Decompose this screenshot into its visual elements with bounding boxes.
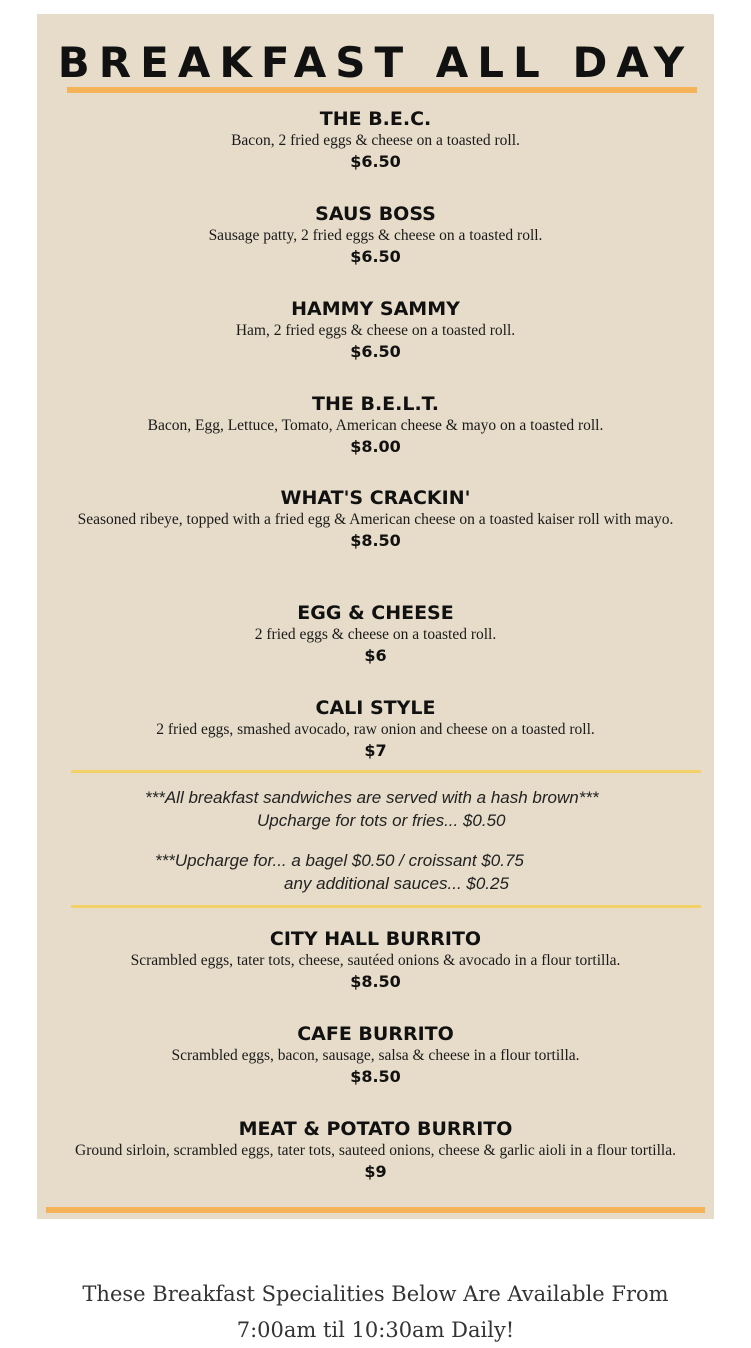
note-additional-sauces: any additional sauces... $0.25: [284, 874, 509, 893]
item-name: CALI STYLE: [315, 697, 436, 719]
item-description: Seasoned ribeye, topped with a fried egg & American cheese on a toasted kaiser roll with mayo.: [77, 511, 674, 528]
item-description: 2 fried eggs & cheese on a toasted roll.: [254, 626, 497, 643]
notes-block: [37, 786, 714, 895]
item-name: CITY HALL BURRITO: [269, 928, 482, 950]
item-name: CAFE BURRITO: [297, 1023, 454, 1045]
item-description: Bacon, Egg, Lettuce, Tomato, American cheese & mayo on a toasted roll.: [147, 417, 604, 434]
item-price: $6.50: [350, 152, 401, 171]
menu-item-cali-style: [49, 696, 702, 762]
item-price: $6.50: [350, 342, 401, 361]
item-description: Ham, 2 fried eggs & cheese on a toasted roll.: [235, 322, 516, 339]
item-name: EGG & CHEESE: [297, 602, 454, 624]
menu-item-belt: [49, 392, 702, 458]
menu-item-city-hall-burrito: [49, 927, 702, 993]
note-bagel-croissant: ***Upcharge for... a bagel $0.50 / croissant $0.75: [155, 851, 524, 870]
menu-item-saus-boss: [49, 202, 702, 268]
item-name: SAUS BOSS: [315, 203, 436, 225]
menu-item-cafe-burrito: [49, 1022, 702, 1088]
item-price: $8.50: [350, 972, 401, 991]
notes-divider-bottom: [71, 905, 701, 908]
menu-card: [37, 14, 714, 1219]
menu-item-hammy-sammy: [49, 297, 702, 363]
item-description: 2 fried eggs, smashed avocado, raw onion and cheese on a toasted roll.: [156, 721, 595, 738]
notes-divider-top: [71, 770, 701, 773]
item-name: HAMMY SAMMY: [291, 298, 460, 320]
item-price: $9: [364, 1162, 387, 1181]
item-description: Ground sirloin, scrambled eggs, tater tots, sauteed onions, cheese & garlic aioli in a flour tortilla.: [75, 1142, 676, 1159]
menu-item-meat-potato-burrito: [69, 1117, 682, 1183]
item-description: Scrambled eggs, tater tots, cheese, sautéed onions & avocado in a flour tortilla.: [130, 952, 621, 969]
bottom-rule: [46, 1207, 705, 1213]
item-price: $8.00: [350, 437, 401, 456]
item-price: $6: [364, 646, 387, 665]
menu-item-whats-crackin: [49, 486, 702, 552]
item-name: THE B.E.C.: [319, 108, 432, 130]
title-underline: [67, 87, 697, 93]
item-name: WHAT'S CRACKIN': [280, 487, 471, 509]
menu-item-egg-cheese: [49, 601, 702, 667]
item-price: $8.50: [350, 531, 401, 550]
item-description: Bacon, 2 fried eggs & cheese on a toasted roll.: [231, 132, 520, 149]
item-description: Sausage patty, 2 fried eggs & cheese on a toasted roll.: [208, 227, 543, 244]
item-price: $6.50: [350, 247, 401, 266]
note-tots-fries: Upcharge for tots or fries... $0.50: [257, 811, 506, 830]
item-description: Scrambled eggs, bacon, sausage, salsa & cheese in a flour tortilla.: [171, 1047, 580, 1064]
item-price: $7: [364, 741, 387, 760]
availability-note: These Breakfast Specialities Below Are Available From 7:00am til 10:30am Daily!: [82, 1282, 669, 1342]
item-name: THE B.E.L.T.: [312, 393, 439, 415]
item-price: $8.50: [350, 1067, 401, 1086]
menu-item-bec: [49, 107, 702, 173]
note-hash-brown: ***All breakfast sandwiches are served with a hash brown***: [145, 788, 599, 807]
menu-title: BREAKFAST ALL DAY: [57, 38, 694, 87]
item-name: MEAT & POTATO BURRITO: [238, 1118, 513, 1140]
